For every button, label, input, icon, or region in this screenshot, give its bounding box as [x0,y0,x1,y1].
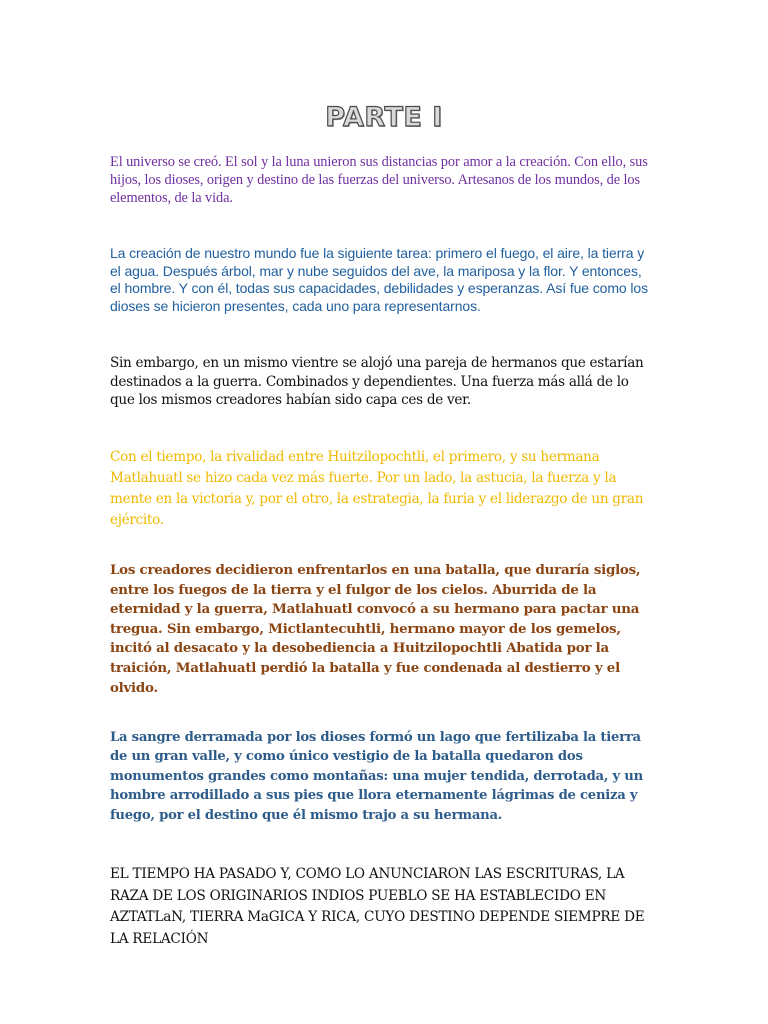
page-title: PARTE I [325,102,443,134]
paragraph-aztatlan: EL TIEMPO HA PASADO Y, COMO LO ANUNCIARON LAS ESCRITURAS, LA RAZA DE LOS ORIGINARIOS INDIOS PUEBLO SE HA ESTABLECIDO EN AZTATLaN, TIERRA MaGICA Y RICA, CUYO DESTINO DEPENDE SIEMPRE DE LA RELACIÓN [110,866,645,947]
paragraph-valley-lake: La sangre derramada por los dioses formó un lago que fertilizaba la tierra de un gran valle, y como único vestigio de la batalla quedaron dos monumentos grandes como montañas: una mujer tendida, derrotada, y un hombre arrodillado a sus pies que llora eternamente lágrimas de ceniza y fuego, por el destino que él mismo trajo a su hermana. [110,730,643,823]
paragraph-rivalry: Con el tiempo, la rivalidad entre Huitzilopochtli, el primero, y su hermana Matlahuatl se hizo cada vez más fuerte. Por un lado, la astucia, la fuerza y la mente en la victoria y, por el otro, la estrategia, la furia y el liderazgo de un gran ejército. [110,449,644,528]
paragraph-twin-siblings: Sin embargo, en un mismo vientre se alojó una pareja de hermanos que estarían destinados a la guerra. Combinados y dependientes. Una fuerza más allá de lo que los mismos creadores habían sido capa ces de ver. [110,355,644,408]
paragraph-universe-creation: El universo se creó. El sol y la luna unieron sus distancias por amor a la creación. Con ello, sus hijos, los dioses, origen y destino de las fuerzas del universo. Artesanos de los mundos, de los elementos, de la vida. [110,154,648,206]
paragraph-battle: Los creadores decidieron enfrentarlos en una batalla, que duraría siglos, entre los fuegos de la tierra y el fulgor de los cielos. Aburrida de la eternidad y la guerra, Matlahuatl convocó a su hermano para pactar una tregua. Sin embargo, Mictlantecuhtli, hermano mayor de los gemelos, incitó al desacato y la desobediencia a Huitzilopochtli Abatida por la traición, Matlahuatl perdió la batalla y fue condenada al destierro y el olvido. [110,562,641,696]
paragraph-world-creation: La creación de nuestro mundo fue la siguiente tarea: primero el fuego, el aire, la tierra y el agua. Después árbol, mar y nube seguidos del ave, la mariposa y la flor. Y entonces, el hombre. Y con él, todas sus capacidades, debilidades y esperanzas. Así fue como los dioses se hicieron presentes, cada uno para representarnos. [110,245,648,314]
